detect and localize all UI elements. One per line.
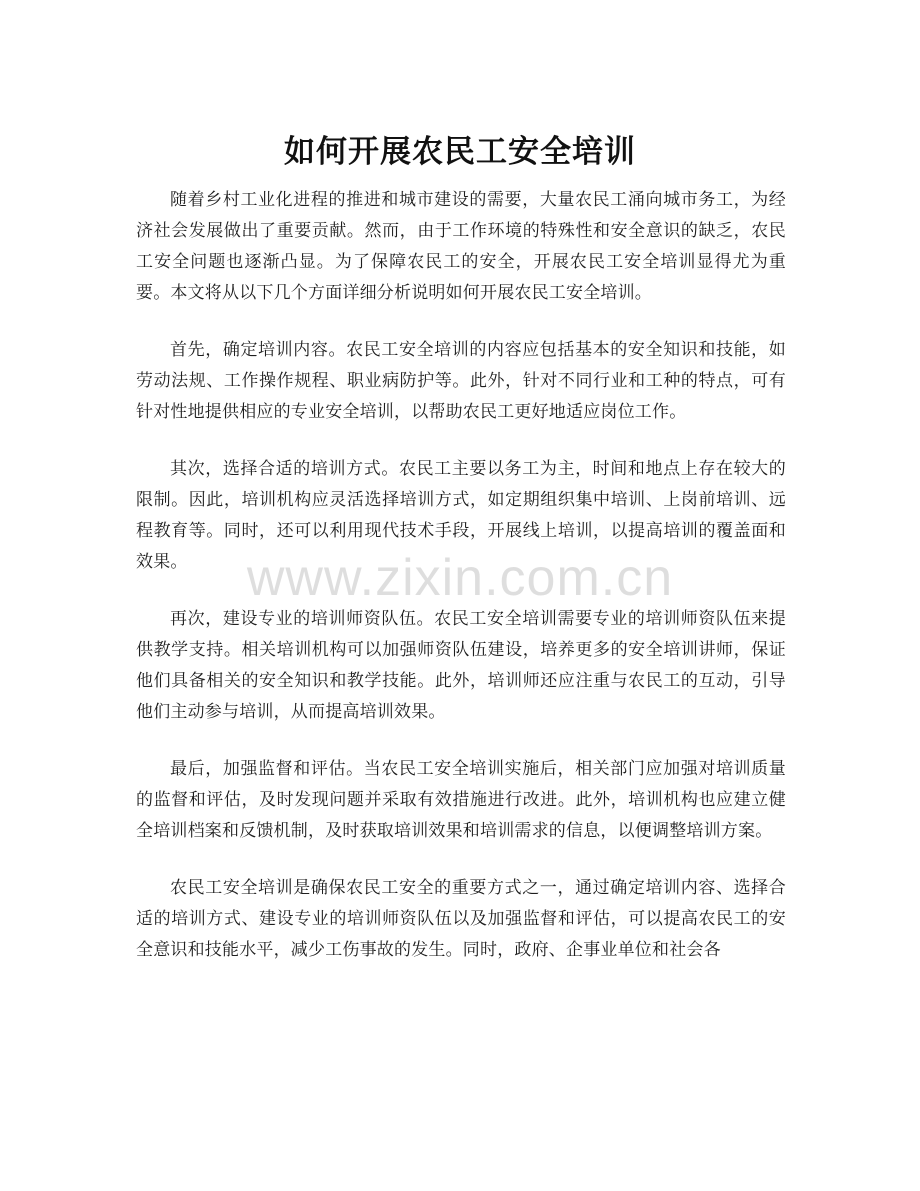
paragraph-training-content: 首先，确定培训内容。农民工安全培训的内容应包括基本的安全知识和技能，如劳动法规、工作操作规程、职业病防护等。此外，针对不同行业和工种的特点，可有针对性地提供相应的专业安全培训，以帮助农民工更好地适应岗位工作。 (136, 340, 786, 422)
paragraph-conclusion: 农民工安全培训是确保农民工安全的重要方式之一，通过确定培训内容、选择合适的培训方式、建设专业的培训师资队伍以及加强监督和评估，可以提高农民工的安全意识和技能水平，减少工伤事故的发生。同时，政府、企事业单位和社会各 (136, 878, 786, 960)
paragraph-teaching-staff: 再次，建设专业的培训师资队伍。农民工安全培训需要专业的培训师资队伍来提供教学支持。相关培训机构可以加强师资队伍建设，培养更多的安全培训讲师，保证他们具备相关的安全知识和教学技能。此外，培训师还应注重与农民工的互动，引导他们主动参与培训，从而提高培训效果。 (136, 609, 786, 722)
document-body (136, 185, 786, 992)
paragraph-intro: 随着乡村工业化进程的推进和城市建设的需要，大量农民工涌向城市务工，为经济社会发展做出了重要贡献。然而，由于工作环境的特殊性和安全意识的缺乏，农民工安全问题也逐渐凸显。为了保障农民工的安全，开展农民工安全培训显得尤为重要。本文将从以下几个方面详细分析说明如何开展农民工安全培训。 (136, 190, 786, 303)
document-title: 如何开展农民工安全培训 (284, 133, 636, 170)
paragraph-training-method: 其次，选择合适的培训方式。农民工主要以务工为主，时间和地点上存在较大的限制。因此，培训机构应灵活选择培训方式，如定期组织集中培训、上岗前培训、远程教育等。同时，还可以利用现代技术手段，开展线上培训，以提高培训的覆盖面和效果。 (136, 459, 786, 572)
paragraph-supervision: 最后，加强监督和评估。当农民工安全培训实施后，相关部门应加强对培训质量的监督和评估，及时发现问题并采取有效措施进行改进。此外，培训机构也应建立健全培训档案和反馈机制，及时获取培训效果和培训需求的信息，以便调整培训方案。 (136, 759, 786, 841)
watermark: www.zixin.com.cn (246, 549, 674, 607)
